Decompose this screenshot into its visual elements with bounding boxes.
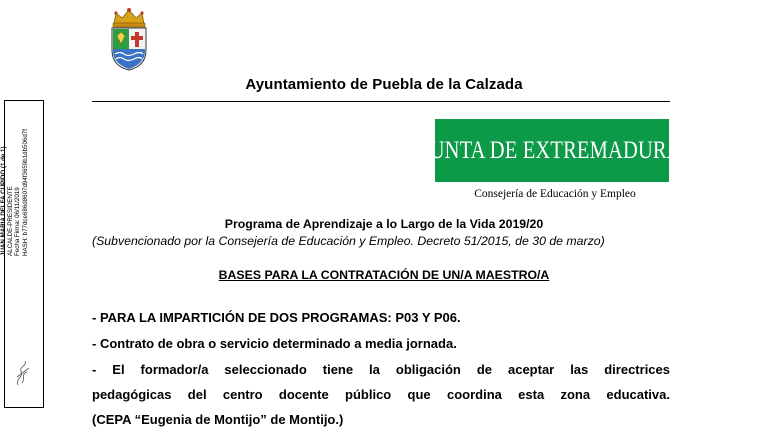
program-subtitle: (Subvencionado por la Consejería de Educación y Empleo. Decreto 51/2015, de 30 de marzo) — [92, 234, 605, 248]
signature-hash: HASH: b77dce686d8607d94f3659b1db506d7f — [21, 129, 29, 256]
coat-of-arms-icon — [104, 6, 154, 72]
signer-role: ALCALDE-PRESIDENTE — [7, 186, 15, 256]
junta-banner-text: JUNTA DE EXTREMADURA — [421, 136, 683, 164]
junta-subtitle: Consejería de Educación y Empleo — [474, 188, 636, 200]
signer-name: JUAN MARIA DELFA CUPIDO (1 de 1) — [0, 146, 7, 256]
body-line-obligation: - El formador/a seleccionado tiene la obligación de aceptar las directrices — [92, 362, 670, 377]
body-line-programs: - PARA LA IMPARTICIÓN DE DOS PROGRAMAS: P03 Y P06. — [92, 310, 461, 325]
junta-extremadura-logo — [421, 119, 683, 182]
header-divider — [92, 101, 670, 102]
body-line-cepa: (CEPA “Eugenia de Montijo” de Montijo.) — [92, 412, 344, 427]
program-title: Programa de Aprendizaje a lo Largo de la Vida 2019/20 — [224, 217, 544, 231]
bases-heading: BASES PARA LA CONTRATACIÓN DE UN/A MAESTRO/A — [218, 268, 550, 282]
council-title: Ayuntamiento de Puebla de la Calzada — [245, 76, 523, 93]
body-line-guidelines: pedagógicas del centro docente público que coordina esta zona educativa. — [92, 387, 670, 402]
signature-date: Fecha Firma: 06/11/2019 — [14, 187, 22, 256]
handwritten-signature-icon — [12, 357, 34, 387]
body-line-contract: - Contrato de obra o servicio determinado a media jornada. — [92, 336, 457, 351]
